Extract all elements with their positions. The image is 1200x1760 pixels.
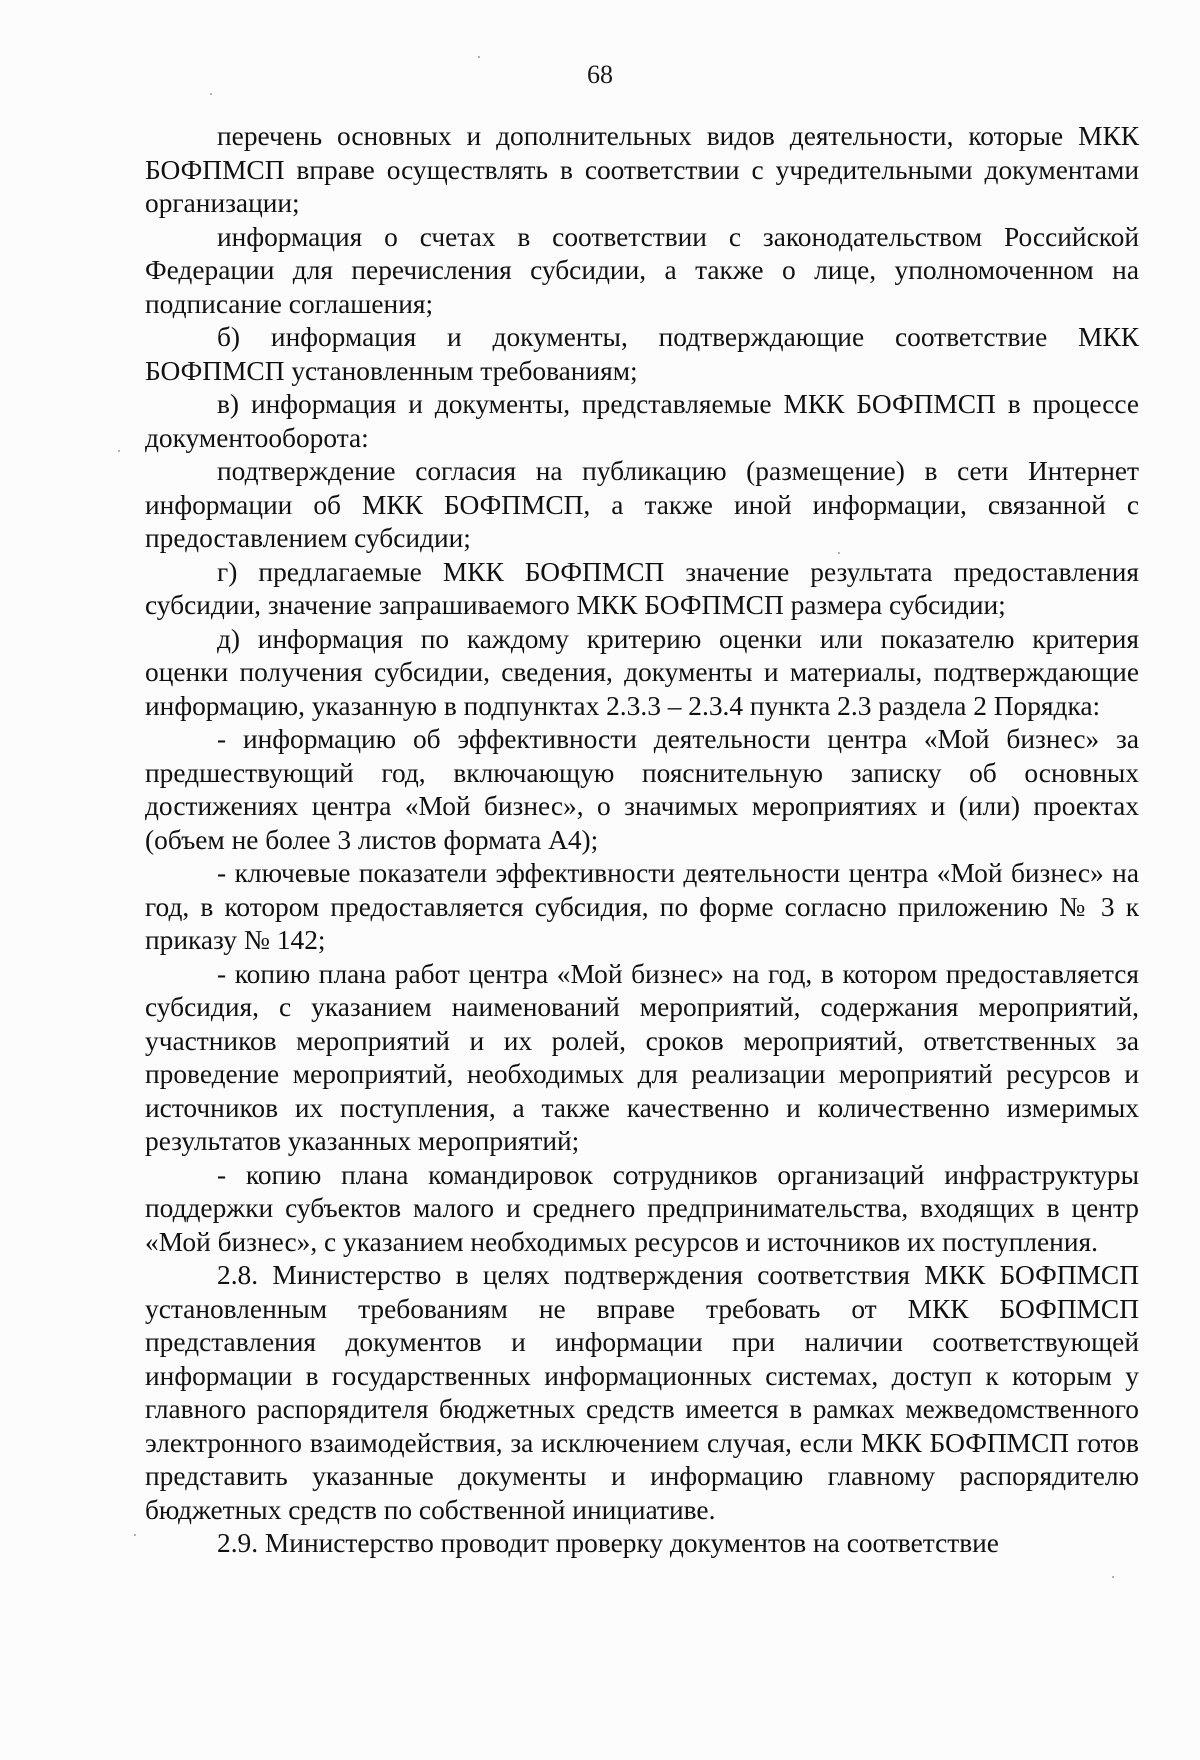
paragraph-kpi: - ключевые показатели эффективности деятельности центра «Мой бизнес» на год, в котором предоставляется субсидия, по форме согласно приложению № 3 к приказу № 142; <box>145 858 1139 955</box>
paragraph-item-b: б) информация и документы, подтверждающие соответствие МКК БОФПМСП установленным требованиям; <box>145 322 1139 386</box>
scan-speck <box>1112 1576 1114 1578</box>
paragraph-item-g: г) предлагаемые МКК БОФПМСП значение результата предоставления субсидии, значение запрашиваемого МКК БОФПМСП размера субсидии; <box>145 556 1139 620</box>
paragraph-item-d: д) информация по каждому критерию оценки или показателю критерия оценки получения субсидии, сведения, документы и материалы, подтверждающие информацию, указанную в подпунктах 2.3.3 – 2.3.4 пункта 2.3 раздела 2 Порядка: <box>145 623 1139 721</box>
paragraph-efficiency-info: - информацию об эффективности деятельности центра «Мой бизнес» за предшествующий год, включающую пояснительную записку об основных достижениях центра «Мой бизнес», о значимых мероприятиях и (или) проектах (объем не более 3 листов формата А4); <box>145 724 1139 855</box>
paragraph-section-2-8: 2.8. Министерство в целях подтверждения соответствия МКК БОФПМСП установленным требованиям не вправе требовать от МКК БОФПМСП представления документов и информации при наличии соответствующей информации в государственных информационных системах, доступ к которым у главного распорядителя бюджетных средств имеется в рамках межведомственного электронного взаимодействия, за исключением случая, если МКК БОФПМСП готов представить указанные документы и информацию главному распорядителю бюджетных средств по собственной инициативе. <box>145 1260 1139 1525</box>
paragraph-publication-consent: подтверждение согласия на публикацию (размещение) в сети Интернет информации об МКК БОФПМСП, а также иной информации, связанной с предоставлением субсидии; <box>145 456 1139 553</box>
scan-speck <box>478 56 480 58</box>
scan-speck <box>838 552 840 554</box>
paragraph-activities-list: перечень основных и дополнительных видов деятельности, которые МКК БОФПМСП вправе осуществлять в соответствии с учредительными документами организации; <box>145 121 1139 218</box>
document-body <box>145 120 1139 1561</box>
page-number: 68 <box>587 60 613 89</box>
paragraph-item-v: в) информация и документы, представляемые МКК БОФПМСП в процессе документооборота: <box>145 389 1139 453</box>
paragraph-travel-plan: - копию плана командировок сотрудников организаций инфраструктуры поддержки субъектов малого и среднего предпринимательства, входящих в центр «Мой бизнес», с указанием необходимых ресурсов и источников их поступления. <box>145 1159 1139 1257</box>
paragraph-work-plan: - копию плана работ центра «Мой бизнес» на год, в котором предоставляется субсидия, с указанием наименований мероприятий, содержания мероприятий, участников мероприятий и их ролей, сроков мероприятий, ответственных за проведение мероприятий, необходимых для реализации мероприятий ресурсов и источников их поступления, а также качественно и количественно измеримых результатов указанных мероприятий; <box>145 958 1139 1156</box>
paragraph-section-2-9: 2.9. Министерство проводит проверку документов на соответствие <box>217 1528 999 1558</box>
paragraph-accounts-info: информация о счетах в соответствии с законодательством Российской Федерации для перечисления субсидии, а также о лице, уполномоченном на подписание соглашения; <box>145 221 1139 319</box>
scan-speck <box>134 1534 136 1536</box>
scan-speck <box>118 450 120 452</box>
scan-speck <box>210 93 212 95</box>
